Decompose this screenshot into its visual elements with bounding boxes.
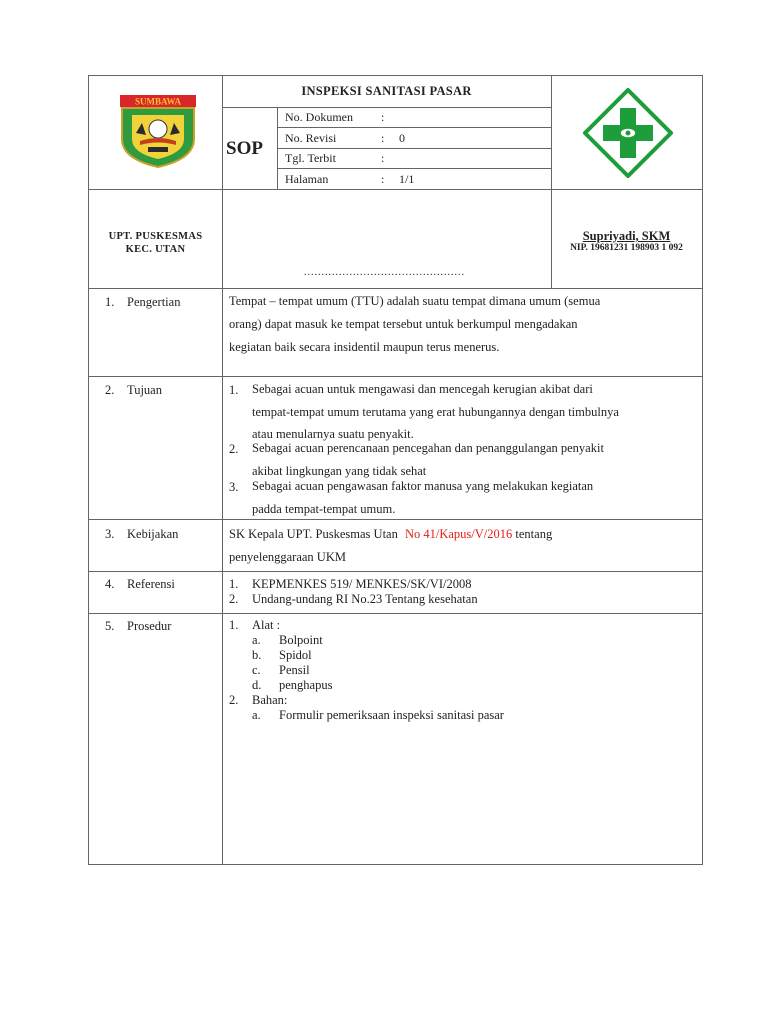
meta-label: Tgl. Terbit [285,151,336,165]
divider [89,288,702,289]
list-item-line: Sebagai acuan perencanaan pencegahan dan penanggulangan penyakit [252,441,604,455]
list-number: 1. [229,577,239,591]
puskesmas-cross-logo [583,88,673,178]
sub-list-item: penghapus [279,678,333,692]
section-number: 1. [105,295,115,309]
divider [222,107,551,108]
sumbawa-logo [118,93,198,169]
sop-label: SOP [226,138,263,159]
logo-text: SUMBAWA [134,96,182,107]
section-label: Referensi [127,577,175,591]
section-label: Kebijakan [127,527,179,541]
kebijakan-line [229,523,552,546]
meta-label: Halaman [285,172,329,186]
meta-label: No. Dokumen [285,110,353,124]
section-label: Tujuan [127,383,162,397]
list-item-line: atau menularnya suatu penyakit. [252,427,414,441]
meta-label: No. Revisi [285,131,337,145]
sub-list-item: Bolpoint [279,633,323,647]
list-item-line: padda tempat-tempat umum. [252,502,396,516]
org-name-line2: KEC. UTAN [125,244,186,255]
divider [551,76,552,288]
section-text-line: kegiatan baik secara insidentil maupun terus menerus. [229,340,500,354]
list-number: 2. [229,592,239,606]
list-number: 3. [229,480,239,494]
divider [89,519,702,520]
divider [89,376,702,377]
divider [89,189,702,190]
meta-sep: : [381,172,385,186]
list-item-line: Sebagai acuan untuk mengawasi dan mencegah kerugian akibat dari [252,382,593,396]
list-item-line: tempat-tempat umum terutama yang erat hubungannya dengan timbulnya [252,405,619,419]
signer-name: Supriyadi, SKM [582,229,671,243]
org-name-line1: UPT. PUSKESMAS [108,231,203,242]
section-number: 4. [105,577,115,591]
divider [277,148,551,149]
signature-dots: .............................................. [304,267,465,278]
kebijakan-line: penyelenggaraan UKM [229,550,346,564]
list-item: Alat : [252,618,281,632]
meta-value: 1/1 [399,172,415,186]
sub-list-letter: c. [252,663,261,677]
list-item-line: Sebagai acuan pengawasan faktor manusa yang melakukan kegiatan [252,479,594,493]
meta-sep: : [381,151,385,165]
list-item-line: akibat lingkungan yang tidak sehat [252,464,427,478]
list-number: 1. [229,618,239,632]
section-label: Prosedur [127,619,172,633]
meta-value: 0 [399,131,405,145]
divider [222,76,223,864]
list-number: 1. [229,383,239,397]
sub-list-item: Formulir pemeriksaan inspeksi sanitasi pasar [279,708,504,722]
meta-sep: : [381,131,385,145]
kebijakan-sk-number: No 41/Kapus/V/2016 [404,527,513,541]
sub-list-item: Pensil [279,663,310,677]
list-item: KEPMENKES 519/ MENKES/SK/VI/2008 [252,577,472,591]
meta-sep: : [381,110,385,124]
section-number: 5. [105,619,115,633]
section-number: 2. [105,383,115,397]
divider [89,613,702,614]
section-label: Pengertian [127,295,181,309]
sub-list-letter: d. [252,678,262,692]
list-item: Bahan: [252,693,288,707]
section-text-line: Tempat – tempat umum (TTU) adalah suatu tempat dimana umum (semua [229,294,601,308]
document-title: INSPEKSI SANITASI PASAR [301,84,472,98]
section-number: 3. [105,527,115,541]
sop-document [88,75,703,865]
section-text-line: orang) dapat masuk ke tempat tersebut untuk berkumpul mengadakan [229,317,578,331]
signer-nip: NIP. 19681231 198903 1 092 [570,243,683,253]
list-number: 2. [229,442,239,456]
kebijakan-text: SK Kepala UPT. Puskesmas Utan [229,527,398,541]
list-number: 2. [229,693,239,707]
kebijakan-text: tentang [515,527,553,541]
divider [277,168,551,169]
list-item: Undang-undang RI No.23 Tentang kesehatan [252,592,478,606]
sub-list-letter: a. [252,633,261,647]
sub-list-item: Spidol [279,648,312,662]
sub-list-letter: a. [252,708,261,722]
divider [277,127,551,128]
divider [89,571,702,572]
sub-list-letter: b. [252,648,262,662]
